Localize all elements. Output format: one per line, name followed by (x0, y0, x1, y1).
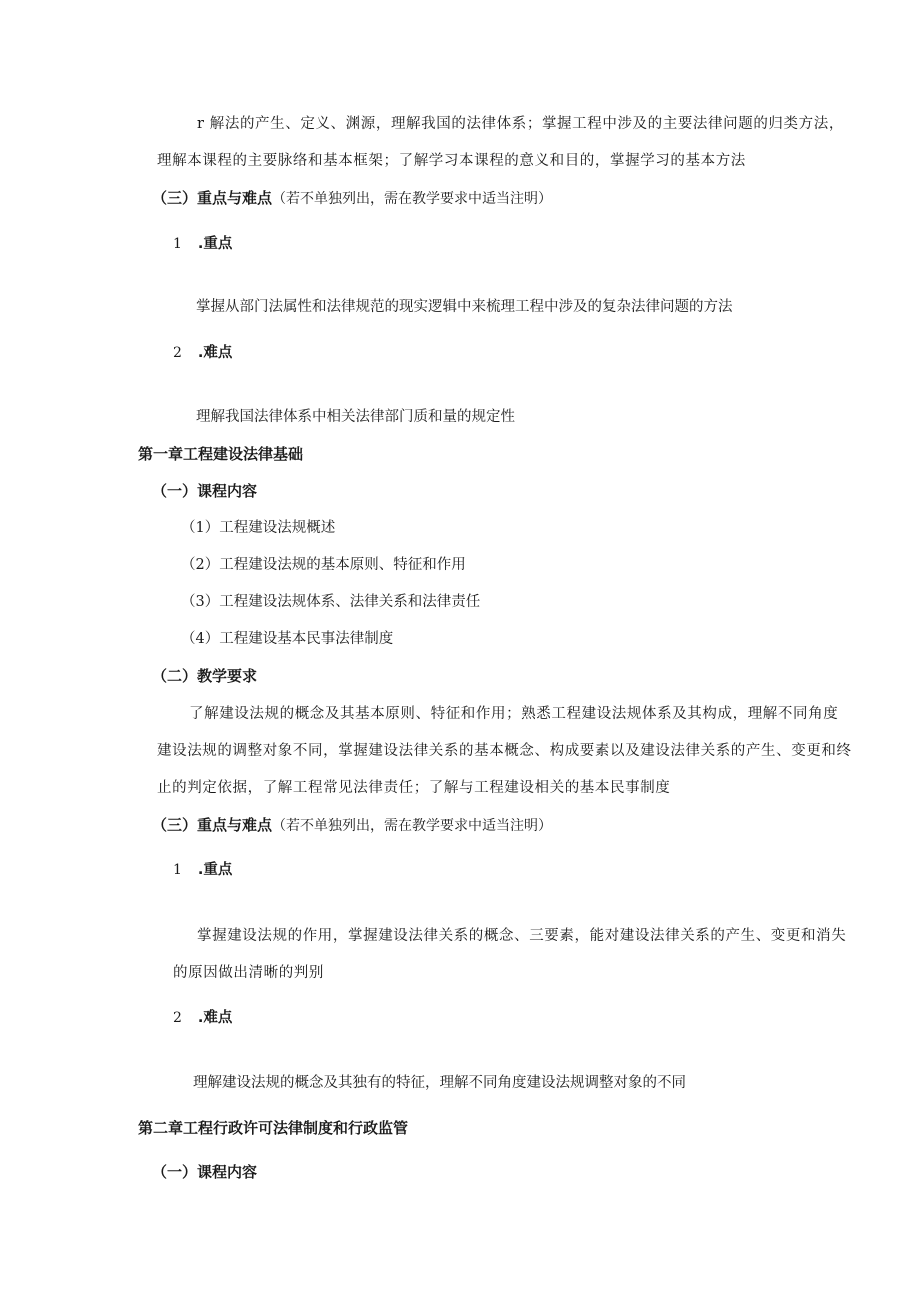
key-difficult-heading-text: （三）重点与难点 (152, 189, 273, 207)
chapter-1-requirements-line: 止的判定依据，了解工程常见法律责任；了解与工程建设相关的基本民事制度 (157, 780, 671, 796)
chapter-2-content-heading: （一）课程内容 (152, 1163, 258, 1181)
chapter-1-content-heading: （一）课程内容 (152, 482, 258, 500)
chapter-1-key-point-label (173, 860, 232, 880)
chapter-1-difficult-point-number: 2 (173, 1010, 182, 1026)
chapter-1-key-difficult-note: （若不单独列出，需在教学要求中适当注明） (272, 818, 553, 834)
chapter-1-key-point-number: 1 (173, 862, 182, 878)
chapter-1-title: 第一章工程建设法律基础 (138, 445, 304, 463)
key-point-label (173, 234, 232, 254)
difficult-point-number: 2 (173, 345, 182, 361)
key-difficult-heading (152, 188, 552, 209)
chapter-1-key-difficult-heading-text: （三）重点与难点 (152, 816, 273, 834)
chapter-1-key-point-line: 掌握建设法规的作用，掌握建设法律关系的概念、三要素，能对建设法律关系的产生、变更和消失 (197, 928, 847, 944)
intro-line-1: r 解法的产生、定义、渊源，理解我国的法律体系；掌握工程中涉及的主要法律问题的归类方法， (197, 116, 844, 132)
chapter-1-difficult-point-text: 理解建设法规的概念及其独有的特征，理解不同角度建设法规调整对象的不同 (193, 1075, 686, 1091)
chapter-2-title: 第二章工程行政许可法律制度和行政监管 (138, 1119, 409, 1137)
key-point-text: 掌握从部门法属性和法律规范的现实逻辑中来梳理工程中涉及的复杂法律问题的方法 (196, 299, 733, 315)
intro-line-2: 理解本课程的主要脉络和基本框架；了解学习本课程的意义和目的，掌握学习的基本方法 (157, 153, 746, 169)
chapter-1-key-point-line: 的原因做出清晰的判别 (173, 965, 324, 981)
chapter-1-requirements-heading: （二）教学要求 (152, 667, 258, 685)
chapter-1-key-point-title: .重点 (197, 862, 233, 878)
chapter-1-content-item: （3）工程建设法规体系、法律关系和法律责任 (181, 594, 481, 610)
key-point-title: .重点 (197, 236, 233, 252)
chapter-1-difficult-point-label (173, 1008, 232, 1028)
chapter-1-requirements-line: 了解建设法规的概念及其基本原则、特征和作用；熟悉工程建设法规体系及其构成，理解不同角度 (189, 706, 839, 722)
chapter-1-content-item: （1）工程建设法规概述 (181, 520, 336, 536)
chapter-1-requirements-line: 建设法规的调整对象不同，掌握建设法律关系的基本概念、构成要素以及建设法律关系的产生、变更和终 (157, 743, 852, 759)
chapter-1-content-item: （4）工程建设基本民事法律制度 (181, 631, 394, 647)
difficult-point-text: 理解我国法律体系中相关法律部门质和量的规定性 (196, 409, 515, 425)
chapter-1-difficult-point-title: .难点 (197, 1010, 233, 1026)
key-point-number: 1 (173, 236, 182, 252)
chapter-1-key-difficult-heading (152, 815, 552, 836)
difficult-point-title: .难点 (197, 345, 233, 361)
chapter-1-content-item: （2）工程建设法规的基本原则、特征和作用 (181, 557, 466, 573)
key-difficult-note: （若不单独列出，需在教学要求中适当注明） (272, 191, 553, 207)
difficult-point-label (173, 343, 232, 363)
